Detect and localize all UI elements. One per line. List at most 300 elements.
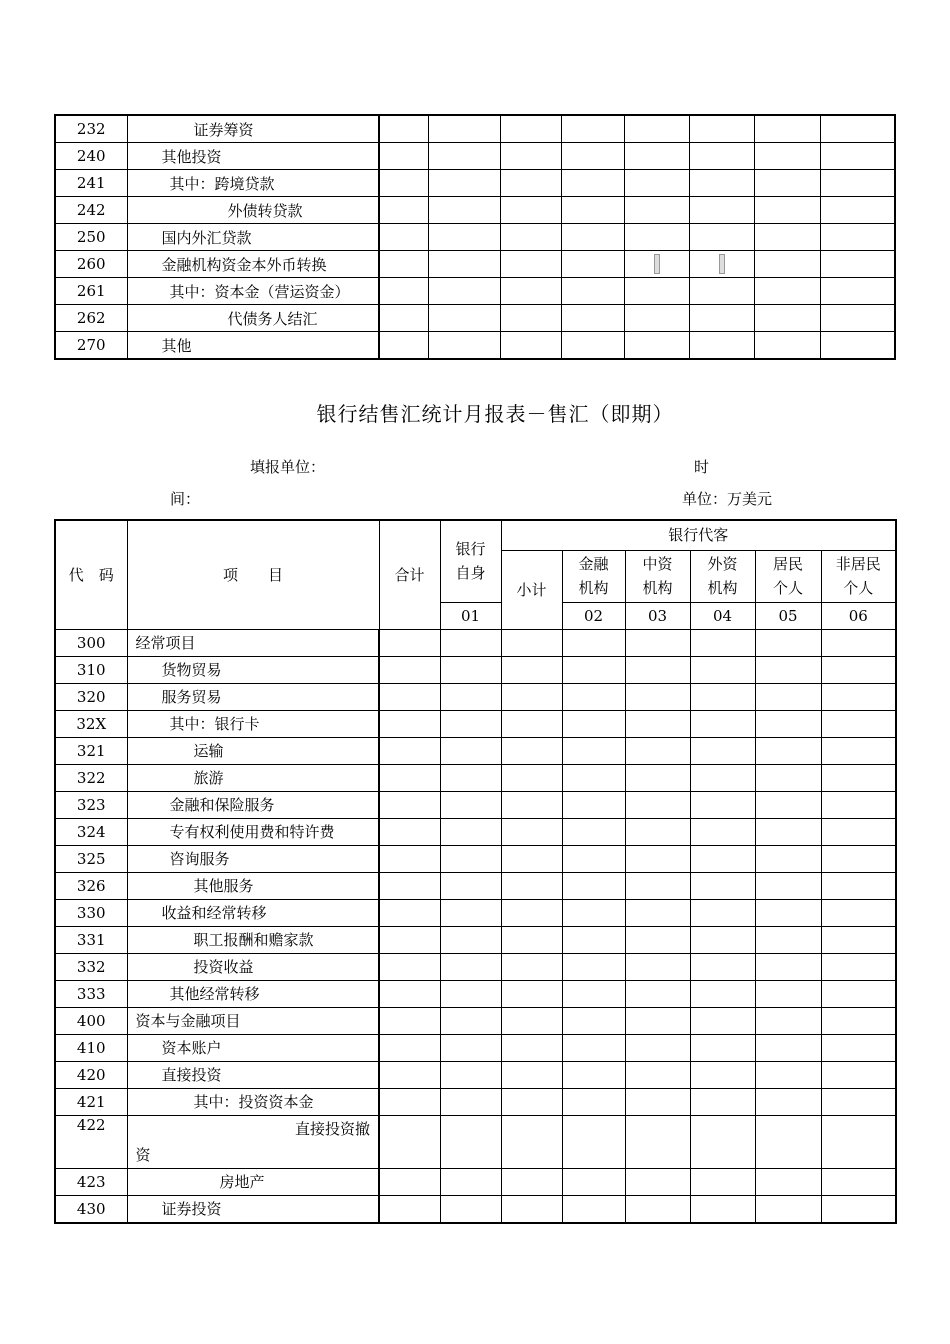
value-cell[interactable]	[755, 1168, 821, 1195]
value-cell[interactable]	[379, 170, 428, 197]
value-cell[interactable]	[755, 1061, 821, 1088]
value-cell[interactable]	[428, 305, 500, 332]
table-row	[55, 737, 896, 764]
value-cell[interactable]	[562, 1007, 625, 1034]
value-cell[interactable]	[820, 332, 895, 360]
value-cell[interactable]	[690, 764, 755, 791]
value-cell[interactable]	[561, 305, 624, 332]
row-code: 241	[55, 170, 127, 197]
value-cell[interactable]	[625, 1115, 690, 1168]
value-cell[interactable]	[501, 737, 562, 764]
value-cell[interactable]	[690, 926, 755, 953]
top-report-table	[54, 114, 896, 360]
value-cell[interactable]	[379, 791, 440, 818]
value-cell[interactable]	[500, 278, 561, 305]
col-code-04: 04	[690, 602, 755, 629]
value-cell[interactable]	[821, 1195, 896, 1223]
value-cell[interactable]	[501, 1034, 562, 1061]
value-cell[interactable]	[428, 278, 500, 305]
value-cell[interactable]	[689, 170, 754, 197]
row-item: 房地产	[127, 1168, 379, 1195]
row-code: 300	[55, 629, 127, 656]
value-cell[interactable]	[690, 818, 755, 845]
value-cell[interactable]	[501, 710, 562, 737]
table-row	[55, 629, 896, 656]
value-cell[interactable]	[625, 683, 690, 710]
value-cell[interactable]	[379, 656, 440, 683]
value-cell[interactable]	[754, 332, 820, 360]
value-cell[interactable]	[625, 1088, 690, 1115]
value-cell[interactable]	[624, 224, 689, 251]
value-cell[interactable]	[625, 818, 690, 845]
value-cell[interactable]	[755, 818, 821, 845]
value-cell[interactable]	[379, 1168, 440, 1195]
value-cell[interactable]	[821, 845, 896, 872]
value-cell[interactable]	[501, 629, 562, 656]
table-row	[55, 1115, 896, 1168]
value-cell[interactable]	[821, 683, 896, 710]
value-cell[interactable]	[821, 764, 896, 791]
value-cell[interactable]	[755, 710, 821, 737]
row-item: 其中：跨境贷款	[127, 170, 379, 197]
value-cell[interactable]	[561, 115, 624, 143]
value-cell[interactable]	[379, 305, 428, 332]
value-cell[interactable]	[624, 197, 689, 224]
value-cell[interactable]	[500, 197, 561, 224]
table-row	[55, 170, 895, 197]
value-cell[interactable]	[562, 899, 625, 926]
value-cell[interactable]	[689, 332, 754, 360]
value-cell[interactable]	[690, 1088, 755, 1115]
value-cell[interactable]	[820, 305, 895, 332]
value-cell[interactable]	[689, 197, 754, 224]
row-item: 经常项目	[127, 629, 379, 656]
value-cell[interactable]	[440, 1007, 501, 1034]
value-cell[interactable]	[755, 980, 821, 1007]
value-cell[interactable]	[379, 197, 428, 224]
value-cell[interactable]	[379, 1088, 440, 1115]
value-cell[interactable]	[562, 1088, 625, 1115]
value-cell[interactable]	[379, 1061, 440, 1088]
value-cell[interactable]	[690, 872, 755, 899]
table-row	[55, 818, 896, 845]
row-item: 专有权利使用费和特许费	[127, 818, 379, 845]
value-cell[interactable]	[379, 980, 440, 1007]
row-item: 金融和保险服务	[127, 791, 379, 818]
value-cell[interactable]	[821, 710, 896, 737]
value-cell[interactable]	[440, 656, 501, 683]
row-code: 430	[55, 1195, 127, 1223]
value-cell[interactable]	[379, 1115, 440, 1168]
row-item: 咨询服务	[127, 845, 379, 872]
value-cell[interactable]	[690, 980, 755, 1007]
value-cell[interactable]	[755, 872, 821, 899]
value-cell[interactable]	[501, 980, 562, 1007]
value-cell[interactable]	[440, 1195, 501, 1223]
value-cell[interactable]	[624, 115, 689, 143]
value-cell[interactable]	[625, 629, 690, 656]
value-cell[interactable]	[755, 764, 821, 791]
value-cell[interactable]	[755, 1007, 821, 1034]
table-row	[55, 656, 896, 683]
value-cell[interactable]	[624, 170, 689, 197]
value-cell[interactable]	[690, 845, 755, 872]
cell-marker-icon	[719, 254, 725, 274]
value-cell[interactable]	[428, 143, 500, 170]
value-cell[interactable]	[561, 251, 624, 278]
row-code: 330	[55, 899, 127, 926]
value-cell[interactable]	[501, 872, 562, 899]
value-cell[interactable]	[755, 656, 821, 683]
value-cell[interactable]	[428, 332, 500, 360]
value-cell[interactable]	[440, 818, 501, 845]
value-cell[interactable]	[561, 143, 624, 170]
value-cell[interactable]	[821, 926, 896, 953]
row-code: 323	[55, 791, 127, 818]
value-cell[interactable]	[501, 926, 562, 953]
value-cell[interactable]	[562, 656, 625, 683]
value-cell[interactable]	[624, 251, 689, 278]
value-cell[interactable]	[379, 764, 440, 791]
value-cell[interactable]	[625, 791, 690, 818]
row-code: 333	[55, 980, 127, 1007]
value-cell[interactable]	[379, 818, 440, 845]
value-cell[interactable]	[690, 1061, 755, 1088]
row-item: 其中：资本金（营运资金）	[127, 278, 379, 305]
value-cell[interactable]	[624, 332, 689, 360]
value-cell[interactable]	[625, 980, 690, 1007]
value-cell[interactable]	[562, 683, 625, 710]
value-cell[interactable]	[379, 737, 440, 764]
value-cell[interactable]	[821, 791, 896, 818]
value-cell[interactable]	[755, 926, 821, 953]
value-cell[interactable]	[379, 1007, 440, 1034]
value-cell[interactable]	[754, 197, 820, 224]
value-cell[interactable]	[428, 251, 500, 278]
table-row	[55, 115, 895, 143]
value-cell[interactable]	[440, 791, 501, 818]
value-cell[interactable]	[440, 1168, 501, 1195]
value-cell[interactable]	[501, 953, 562, 980]
value-cell[interactable]	[690, 1195, 755, 1223]
value-cell[interactable]	[820, 143, 895, 170]
table-row	[55, 764, 896, 791]
value-cell[interactable]	[755, 791, 821, 818]
row-code: 232	[55, 115, 127, 143]
value-cell[interactable]	[440, 629, 501, 656]
table-row	[55, 710, 896, 737]
value-cell[interactable]	[379, 1195, 440, 1223]
value-cell[interactable]	[379, 899, 440, 926]
value-cell[interactable]	[690, 1168, 755, 1195]
value-cell[interactable]	[562, 737, 625, 764]
value-cell[interactable]	[561, 197, 624, 224]
value-cell[interactable]	[755, 1088, 821, 1115]
value-cell[interactable]	[379, 332, 428, 360]
value-cell[interactable]	[821, 899, 896, 926]
value-cell[interactable]	[440, 710, 501, 737]
row-item: 职工报酬和赡家款	[127, 926, 379, 953]
value-cell[interactable]	[690, 899, 755, 926]
value-cell[interactable]	[501, 656, 562, 683]
value-cell[interactable]	[821, 872, 896, 899]
value-cell[interactable]	[379, 926, 440, 953]
value-cell[interactable]	[821, 1007, 896, 1034]
header-resident-individual: 居民个人	[755, 550, 821, 602]
value-cell[interactable]	[379, 278, 428, 305]
value-cell[interactable]	[821, 1115, 896, 1168]
value-cell[interactable]	[690, 737, 755, 764]
value-cell[interactable]	[562, 872, 625, 899]
value-cell[interactable]	[501, 899, 562, 926]
value-cell[interactable]	[625, 1168, 690, 1195]
value-cell[interactable]	[755, 683, 821, 710]
value-cell[interactable]	[500, 170, 561, 197]
value-cell[interactable]	[500, 332, 561, 360]
value-cell[interactable]	[440, 872, 501, 899]
value-cell[interactable]	[501, 1088, 562, 1115]
time-label-part2: 间：	[170, 490, 201, 508]
value-cell[interactable]	[428, 115, 500, 143]
value-cell[interactable]	[625, 737, 690, 764]
value-cell[interactable]	[754, 305, 820, 332]
value-cell[interactable]	[379, 683, 440, 710]
value-cell[interactable]	[821, 953, 896, 980]
value-cell[interactable]	[562, 980, 625, 1007]
row-item: 其他	[127, 332, 379, 360]
value-cell[interactable]	[562, 1168, 625, 1195]
value-cell[interactable]	[821, 737, 896, 764]
row-item: 金融机构资金本外币转换	[127, 251, 379, 278]
value-cell[interactable]	[625, 764, 690, 791]
value-cell[interactable]	[821, 656, 896, 683]
value-cell[interactable]	[440, 1115, 501, 1168]
row-item: 证券投资	[127, 1195, 379, 1223]
value-cell[interactable]	[440, 764, 501, 791]
value-cell[interactable]	[690, 683, 755, 710]
value-cell[interactable]	[501, 764, 562, 791]
value-cell[interactable]	[562, 1061, 625, 1088]
value-cell[interactable]	[690, 953, 755, 980]
value-cell[interactable]	[689, 143, 754, 170]
value-cell[interactable]	[755, 1195, 821, 1223]
value-cell[interactable]	[379, 710, 440, 737]
value-cell[interactable]	[625, 845, 690, 872]
value-cell[interactable]	[690, 629, 755, 656]
value-cell[interactable]	[440, 926, 501, 953]
unit-label: 单位：万美元	[682, 490, 773, 508]
value-cell[interactable]	[754, 251, 820, 278]
value-cell[interactable]	[820, 197, 895, 224]
value-cell[interactable]	[501, 1115, 562, 1168]
value-cell[interactable]	[821, 1034, 896, 1061]
value-cell[interactable]	[561, 170, 624, 197]
value-cell[interactable]	[501, 1168, 562, 1195]
value-cell[interactable]	[379, 143, 428, 170]
value-cell[interactable]	[821, 818, 896, 845]
value-cell[interactable]	[500, 251, 561, 278]
value-cell[interactable]	[690, 1034, 755, 1061]
value-cell[interactable]	[625, 1007, 690, 1034]
value-cell[interactable]	[821, 980, 896, 1007]
value-cell[interactable]	[624, 143, 689, 170]
value-cell[interactable]	[440, 737, 501, 764]
header-bank-agent: 银行代客	[501, 520, 896, 550]
value-cell[interactable]	[820, 224, 895, 251]
value-cell[interactable]	[625, 1195, 690, 1223]
value-cell[interactable]	[690, 1007, 755, 1034]
value-cell[interactable]	[689, 115, 754, 143]
value-cell[interactable]	[501, 818, 562, 845]
value-cell[interactable]	[379, 629, 440, 656]
row-item: 其他服务	[127, 872, 379, 899]
table-row	[55, 1007, 896, 1034]
value-cell[interactable]	[562, 1195, 625, 1223]
value-cell[interactable]	[379, 224, 428, 251]
value-cell[interactable]	[562, 926, 625, 953]
value-cell[interactable]	[625, 1061, 690, 1088]
value-cell[interactable]	[562, 764, 625, 791]
value-cell[interactable]	[501, 1007, 562, 1034]
value-cell[interactable]	[755, 899, 821, 926]
value-cell[interactable]	[625, 926, 690, 953]
value-cell[interactable]	[440, 1034, 501, 1061]
value-cell[interactable]	[379, 845, 440, 872]
value-cell[interactable]	[689, 251, 754, 278]
value-cell[interactable]	[625, 872, 690, 899]
value-cell[interactable]	[755, 629, 821, 656]
row-item: 资本账户	[127, 1034, 379, 1061]
value-cell[interactable]	[440, 953, 501, 980]
value-cell[interactable]	[561, 224, 624, 251]
row-code: 310	[55, 656, 127, 683]
row-item: 货物贸易	[127, 656, 379, 683]
value-cell[interactable]	[690, 710, 755, 737]
value-cell[interactable]	[821, 629, 896, 656]
value-cell[interactable]	[820, 251, 895, 278]
value-cell[interactable]	[500, 224, 561, 251]
value-cell[interactable]	[821, 1088, 896, 1115]
row-item: 其中：投资资本金	[127, 1088, 379, 1115]
value-cell[interactable]	[821, 1168, 896, 1195]
report-title: 银行结售汇统计月报表－售汇（即期）	[316, 402, 674, 426]
value-cell[interactable]	[561, 278, 624, 305]
value-cell[interactable]	[562, 791, 625, 818]
time-label-part1: 时	[694, 458, 710, 476]
value-cell[interactable]	[379, 1034, 440, 1061]
value-cell[interactable]	[440, 845, 501, 872]
table-row	[55, 1195, 896, 1223]
value-cell[interactable]	[755, 737, 821, 764]
value-cell[interactable]	[754, 115, 820, 143]
row-code: 410	[55, 1034, 127, 1061]
row-code: 270	[55, 332, 127, 360]
value-cell[interactable]	[625, 953, 690, 980]
value-cell[interactable]	[562, 710, 625, 737]
value-cell[interactable]	[755, 845, 821, 872]
value-cell[interactable]	[689, 224, 754, 251]
value-cell[interactable]	[625, 656, 690, 683]
row-code: 321	[55, 737, 127, 764]
value-cell[interactable]	[754, 170, 820, 197]
row-code: 240	[55, 143, 127, 170]
value-cell[interactable]	[562, 629, 625, 656]
value-cell[interactable]	[562, 953, 625, 980]
row-code: 423	[55, 1168, 127, 1195]
value-cell[interactable]	[562, 818, 625, 845]
value-cell[interactable]	[440, 1061, 501, 1088]
row-item: 其中：银行卡	[127, 710, 379, 737]
value-cell[interactable]	[754, 224, 820, 251]
row-item: 收益和经常转移	[127, 899, 379, 926]
value-cell[interactable]	[754, 278, 820, 305]
value-cell[interactable]	[561, 332, 624, 360]
row-item: 资本与金融项目	[127, 1007, 379, 1034]
value-cell[interactable]	[690, 1115, 755, 1168]
value-cell[interactable]	[500, 115, 561, 143]
value-cell[interactable]	[821, 1061, 896, 1088]
value-cell[interactable]	[428, 224, 500, 251]
value-cell[interactable]	[562, 1115, 625, 1168]
value-cell[interactable]	[440, 683, 501, 710]
value-cell[interactable]	[625, 899, 690, 926]
value-cell[interactable]	[501, 845, 562, 872]
value-cell[interactable]	[690, 791, 755, 818]
value-cell[interactable]	[625, 710, 690, 737]
value-cell[interactable]	[755, 953, 821, 980]
value-cell[interactable]	[379, 115, 428, 143]
value-cell[interactable]	[428, 170, 500, 197]
row-code: 322	[55, 764, 127, 791]
value-cell[interactable]	[501, 683, 562, 710]
value-cell[interactable]	[820, 170, 895, 197]
header-nonresident-individual: 非居民个人	[821, 550, 896, 602]
value-cell[interactable]	[624, 305, 689, 332]
value-cell[interactable]	[500, 143, 561, 170]
value-cell[interactable]	[755, 1115, 821, 1168]
value-cell[interactable]	[440, 980, 501, 1007]
value-cell[interactable]	[690, 656, 755, 683]
value-cell[interactable]	[625, 1034, 690, 1061]
value-cell[interactable]	[379, 872, 440, 899]
value-cell[interactable]	[820, 278, 895, 305]
value-cell[interactable]	[440, 1088, 501, 1115]
value-cell[interactable]	[755, 1034, 821, 1061]
value-cell[interactable]	[379, 251, 428, 278]
value-cell[interactable]	[562, 845, 625, 872]
col-code-02: 02	[562, 602, 625, 629]
value-cell[interactable]	[754, 143, 820, 170]
header-foreign-institution: 外资机构	[690, 550, 755, 602]
value-cell[interactable]	[440, 899, 501, 926]
value-cell[interactable]	[624, 278, 689, 305]
value-cell[interactable]	[501, 1195, 562, 1223]
value-cell[interactable]	[562, 1034, 625, 1061]
row-code: 260	[55, 251, 127, 278]
table-row	[55, 791, 896, 818]
table-row	[55, 332, 895, 360]
value-cell[interactable]	[689, 305, 754, 332]
value-cell[interactable]	[820, 115, 895, 143]
table-row	[55, 1168, 896, 1195]
value-cell[interactable]	[428, 197, 500, 224]
value-cell[interactable]	[379, 953, 440, 980]
value-cell[interactable]	[500, 305, 561, 332]
value-cell[interactable]	[689, 278, 754, 305]
value-cell[interactable]	[501, 1061, 562, 1088]
value-cell[interactable]	[501, 791, 562, 818]
row-code: 400	[55, 1007, 127, 1034]
